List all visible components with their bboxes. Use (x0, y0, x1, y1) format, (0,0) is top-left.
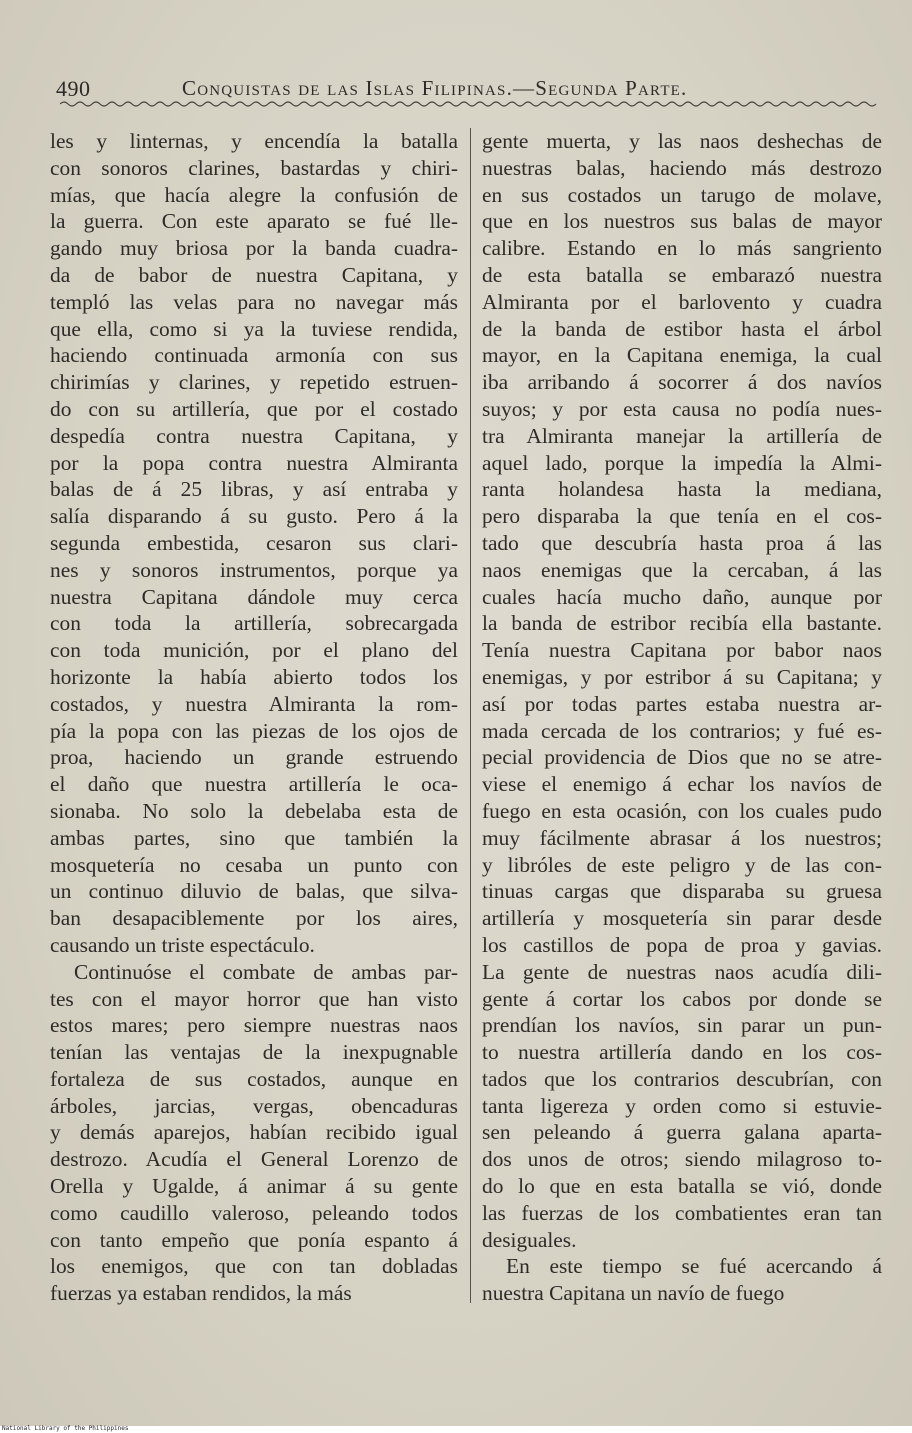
text-line: el daño que nuestra artillería le oca- (50, 772, 458, 797)
text-line: fuerzas ya estaban rendidos, la más (50, 1281, 352, 1306)
text-line: gente muerta, y las naos deshechas de (482, 129, 882, 153)
text-line: las fuerzas de los combatientes eran tan (482, 1200, 882, 1225)
text-line: los castillos de popa de proa y gavias. (482, 932, 882, 957)
page-number: 490 (56, 76, 91, 101)
text-line: nuestras balas, haciendo más destrozo (482, 155, 882, 180)
text-line: da de babor de nuestra Capitana, y (50, 262, 458, 287)
text-line: árboles, jarcias, vergas, obencaduras (50, 1093, 458, 1118)
text-line: do con su artillería, que por el costado (50, 396, 458, 421)
text-line: ranta holandesa hasta la mediana, (482, 477, 882, 502)
column-divider (470, 128, 471, 1303)
text-line: dos unos de otros; siendo milagroso to- (482, 1147, 882, 1172)
text-line: destrozo. Acudía el General Lorenzo de (50, 1147, 458, 1172)
text-line: nuestra Capitana dándole muy cerca (50, 584, 458, 609)
text-line: tado que descubría hasta proa á las (482, 530, 882, 555)
text-line: mayor, en la Capitana enemiga, la cual (482, 343, 882, 368)
text-line: con toda la artillería, sobrecargada (50, 611, 458, 636)
text-line: mosquetería no cesaba un punto con (50, 852, 458, 877)
text-line: cuales hacía mucho daño, aunque por (482, 584, 882, 609)
text-line: con tanto empeño que ponía espanto á (50, 1227, 458, 1252)
text-line: salía disparando á su gusto. Pero á la (50, 504, 458, 529)
text-line: tanta ligereza y orden como si estuvie- (482, 1093, 882, 1118)
text-line: do lo que en esta batalla se vió, donde (482, 1174, 882, 1199)
text-line: La gente de nuestras naos acudía dili- (482, 959, 882, 984)
text-line: horizonte la había abierto todos los (50, 664, 458, 689)
text-line: tes con el mayor horror que han visto (50, 986, 458, 1011)
text-line: tinuas cargas que disparaba su gruesa (482, 879, 882, 904)
text-line: mías, que hacía alegre la confusión de (50, 182, 458, 207)
text-line: suyos; y por esta causa no podía nues- (482, 396, 882, 421)
text-line: artillería y mosquetería sin parar desde (482, 906, 882, 931)
text-line: templó las velas para no navegar más (50, 289, 458, 314)
text-line: la banda de estribor recibía ella bastante. (482, 611, 882, 636)
text-line: pero disparaba la que tenía en el cos- (482, 504, 882, 529)
text-line: Almiranta por el barlovento y cuadra (482, 289, 882, 314)
text-line: despedía contra nuestra Capitana, y (50, 423, 458, 448)
text-line: un continuo diluvio de balas, que silva- (50, 879, 458, 904)
text-line: de esta batalla se embarazó nuestra (482, 262, 882, 287)
text-line: en sus costados un tarugo de molave, (482, 182, 882, 207)
text-line: así por todas partes estaba nuestra ar- (482, 691, 882, 716)
text-line: con sonoros clarines, bastardas y chiri- (50, 155, 458, 180)
text-line: chirimías y clarines, y repetido estruen- (50, 370, 458, 395)
text-line: naos enemigas que la cercaban, á las (482, 557, 882, 582)
running-title: Conquistas de las Islas Filipinas.—Segunda Parte. (182, 76, 688, 100)
text-line: ambas partes, sino que también la (50, 825, 458, 850)
text-line: gando muy briosa por la banda cuadra- (50, 236, 458, 261)
page-header (56, 74, 876, 102)
text-line: Tenía nuestra Capitana por babor naos (482, 638, 882, 663)
text-line: de la banda de estibor hasta el árbol (482, 316, 882, 341)
footer-strip (0, 1426, 912, 1433)
header-wavy-rule (60, 100, 878, 108)
text-line: costados, y nuestra Almiranta la rom- (50, 691, 458, 716)
text-line: gente á cortar los cabos por donde se (482, 986, 882, 1011)
text-line: viese el enemigo á echar los navíos de (482, 772, 882, 797)
text-line: desiguales. (482, 1227, 577, 1252)
text-line: balas de á 25 libras, y así entraba y (50, 477, 458, 502)
text-line: los enemigos, que con tan dobladas (50, 1254, 458, 1279)
text-line: aquel lado, porque la impedía la Almi- (482, 450, 882, 475)
text-line: que ella, como si ya la tuviese rendida, (50, 316, 458, 341)
text-line: Continuóse el combate de ambas par- (74, 959, 458, 984)
text-line: con toda munición, por el plano del (50, 638, 458, 663)
library-credit: National Library of the Philippines (2, 1425, 129, 1432)
text-line: y libróles de este peligro y de las con- (482, 852, 882, 877)
text-line: muy fácilmente abrasar á los nuestros; (482, 825, 882, 850)
text-line: tados que los contrarios descubrían, con (482, 1066, 882, 1091)
text-line: nes y sonoros instrumentos, porque ya (50, 557, 458, 582)
text-line: sen peleando á guerra galana aparta- (482, 1120, 882, 1145)
text-line: mada cercada de los contrarios; y fué es- (482, 718, 882, 743)
text-line: nuestra Capitana un navío de fuego (482, 1281, 785, 1306)
text-line: como caudillo valeroso, peleando todos (50, 1200, 458, 1225)
text-line: fuego en esta ocasión, con los cuales pudo (482, 798, 882, 823)
text-line: calibre. Estando en lo más sangriento (482, 236, 882, 261)
text-line: enemigas, y por estribor á su Capitana; y (482, 664, 882, 689)
text-line: por la popa contra nuestra Almiranta (50, 450, 458, 475)
text-line: Orella y Ugalde, á animar á su gente (50, 1174, 458, 1199)
right-text-column (482, 128, 882, 1307)
text-line: causando un triste espectáculo. (50, 932, 315, 957)
text-line: tenían las ventajas de la inexpugnable (50, 1040, 458, 1065)
text-line: segunda embestida, cesaron sus clari- (50, 530, 458, 555)
text-line: y demás aparejos, habían recibido igual (50, 1120, 458, 1145)
left-text-column (50, 128, 458, 1307)
text-line: ban desapaciblemente por los aires, (50, 906, 458, 931)
text-line: En este tiempo se fué acercando á (506, 1254, 882, 1279)
text-line: prendían los navíos, sin parar un pun- (482, 1013, 882, 1038)
text-line: tra Almiranta manejar la artillería de (482, 423, 882, 448)
text-line: fortaleza de sus costados, aunque en (50, 1066, 458, 1091)
text-line: iba arribando á socorrer á dos navíos (482, 370, 882, 395)
text-line: estos mares; pero siempre nuestras naos (50, 1013, 458, 1038)
text-line: haciendo continuada armonía con sus (50, 343, 458, 368)
text-line: que en los nuestros sus balas de mayor (482, 209, 882, 234)
text-line: to nuestra artillería dando en los cos- (482, 1040, 882, 1065)
text-line: pecial providencia de Dios que no se atre- (482, 745, 882, 770)
text-line: la guerra. Con este aparato se fué lle- (50, 209, 458, 234)
text-line: pía la popa con las piezas de los ojos de (50, 718, 458, 743)
text-line: les y linternas, y encendía la batalla (50, 129, 458, 153)
text-line: sionaba. No solo la debelaba esta de (50, 798, 458, 823)
text-line: proa, haciendo un grande estruendo (50, 745, 458, 770)
